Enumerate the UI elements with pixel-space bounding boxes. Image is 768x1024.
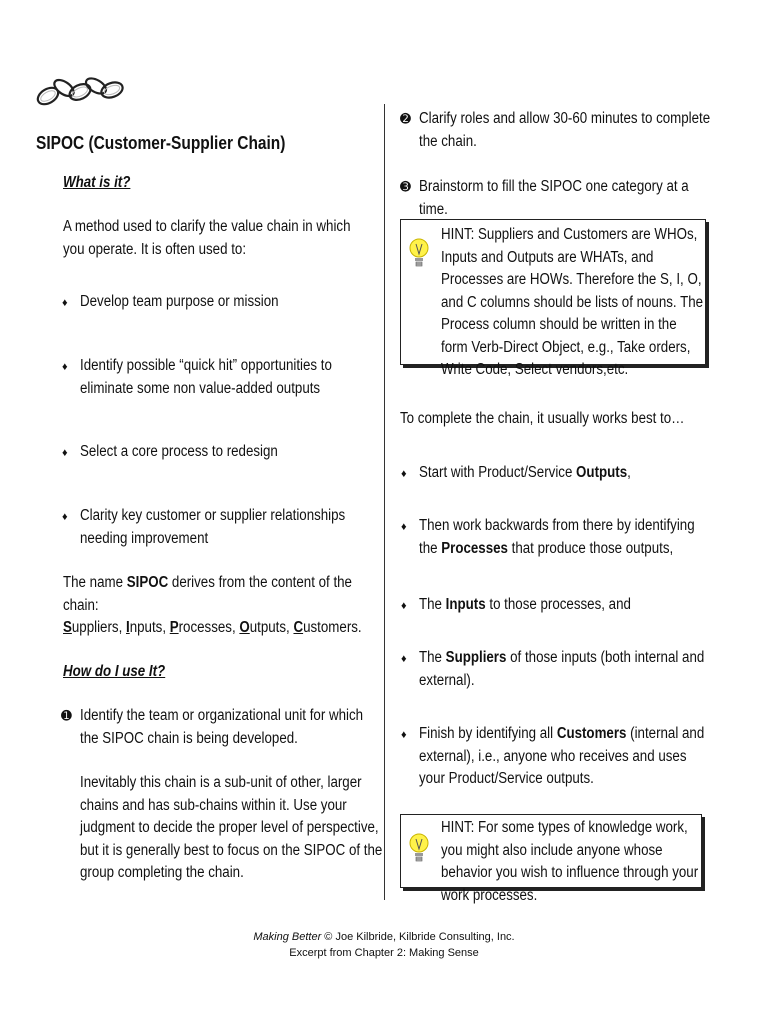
step-1-detail: Inevitably this chain is a sub-unit of other, larger chains and has sub-chains within it. Use your judgment to decide the proper level of perspective, but it is generally best to focus on the SIPOC of the group completing the chain.: [80, 774, 383, 881]
use-item-4: Clarity key customer or supplier relationships needing improvement: [80, 507, 346, 547]
step-2-text: Clarify roles and allow 30-60 minutes to complete the chain.: [419, 110, 711, 150]
bullet-icon: ♦: [401, 600, 407, 612]
what-is-it-heading: What is it?: [63, 174, 131, 191]
complete-item-4: The Suppliers of those inputs (both internal and external).: [419, 649, 705, 689]
step-2-marker: ➋: [400, 111, 411, 126]
step-3-marker: ➌: [400, 179, 411, 194]
complete-item-3: The Inputs to those processes, and: [419, 596, 631, 613]
bullet-icon: ♦: [401, 653, 407, 665]
page-title: SIPOC (Customer-Supplier Chain): [36, 133, 286, 153]
lightbulb-icon: [409, 823, 429, 885]
bullet-icon: ♦: [62, 511, 68, 523]
bullet-icon: ♦: [401, 468, 407, 480]
sipoc-name-paragraph: The name SIPOC derives from the content of the chain: Suppliers, Inputs, Processes, Outputs, Customers.: [63, 574, 362, 636]
complete-item-1: Start with Product/Service Outputs,: [419, 464, 631, 481]
hint-2-text: HINT: For some types of knowledge work, you might also include anyone whose behavior you wish to influence through your work processes.: [441, 819, 699, 904]
footer-line-2: Excerpt from Chapter 2: Making Sense: [289, 947, 479, 959]
use-item-1: Develop team purpose or mission: [80, 293, 279, 310]
footer-line-1: Making Better © Joe Kilbride, Kilbride Consulting, Inc.: [253, 931, 515, 943]
complete-intro: To complete the chain, it usually works best to…: [400, 410, 685, 427]
use-item-3: Select a core process to redesign: [80, 443, 278, 460]
intro-paragraph: A method used to clarify the value chain in which you operate. It is often used to:: [63, 218, 351, 258]
hint-1-text: HINT: Suppliers and Customers are WHOs, Inputs and Outputs are WHATs, and Processes are HOWs. Therefore the S, I, O, and C columns should be lists of nouns. The Process column should be written in the form Verb-Direct Object, e.g., Take orders, Write Code, Select vendors,etc.: [441, 226, 704, 378]
bullet-icon: ♦: [401, 521, 407, 533]
chain-logo: [34, 66, 126, 112]
use-item-2: Identify possible “quick hit” opportunities to eliminate some non value-added outputs: [80, 357, 332, 397]
how-do-i-use-it-heading: How do I use It?: [63, 663, 166, 680]
bullet-icon: ♦: [401, 729, 407, 741]
bullet-icon: ♦: [62, 447, 68, 459]
step-3-text: Brainstorm to fill the SIPOC one category at a time.: [419, 178, 689, 218]
hint-box-1: [400, 219, 706, 378]
complete-item-5: Finish by identifying all Customers (internal and external), i.e., anyone who receives and uses your Product/Service outputs.: [419, 725, 705, 787]
hint-box-2: [400, 814, 702, 904]
bullet-icon: ♦: [62, 297, 68, 309]
bullet-icon: ♦: [62, 361, 68, 373]
step-1-marker: ➊: [61, 708, 72, 723]
step-1-text: Identify the team or organizational unit for which the SIPOC chain is being developed.: [80, 707, 364, 747]
complete-item-2: Then work backwards from there by identifying the Processes that produce those outputs,: [419, 517, 695, 557]
lightbulb-icon: [409, 228, 429, 290]
column-divider: [384, 104, 385, 900]
